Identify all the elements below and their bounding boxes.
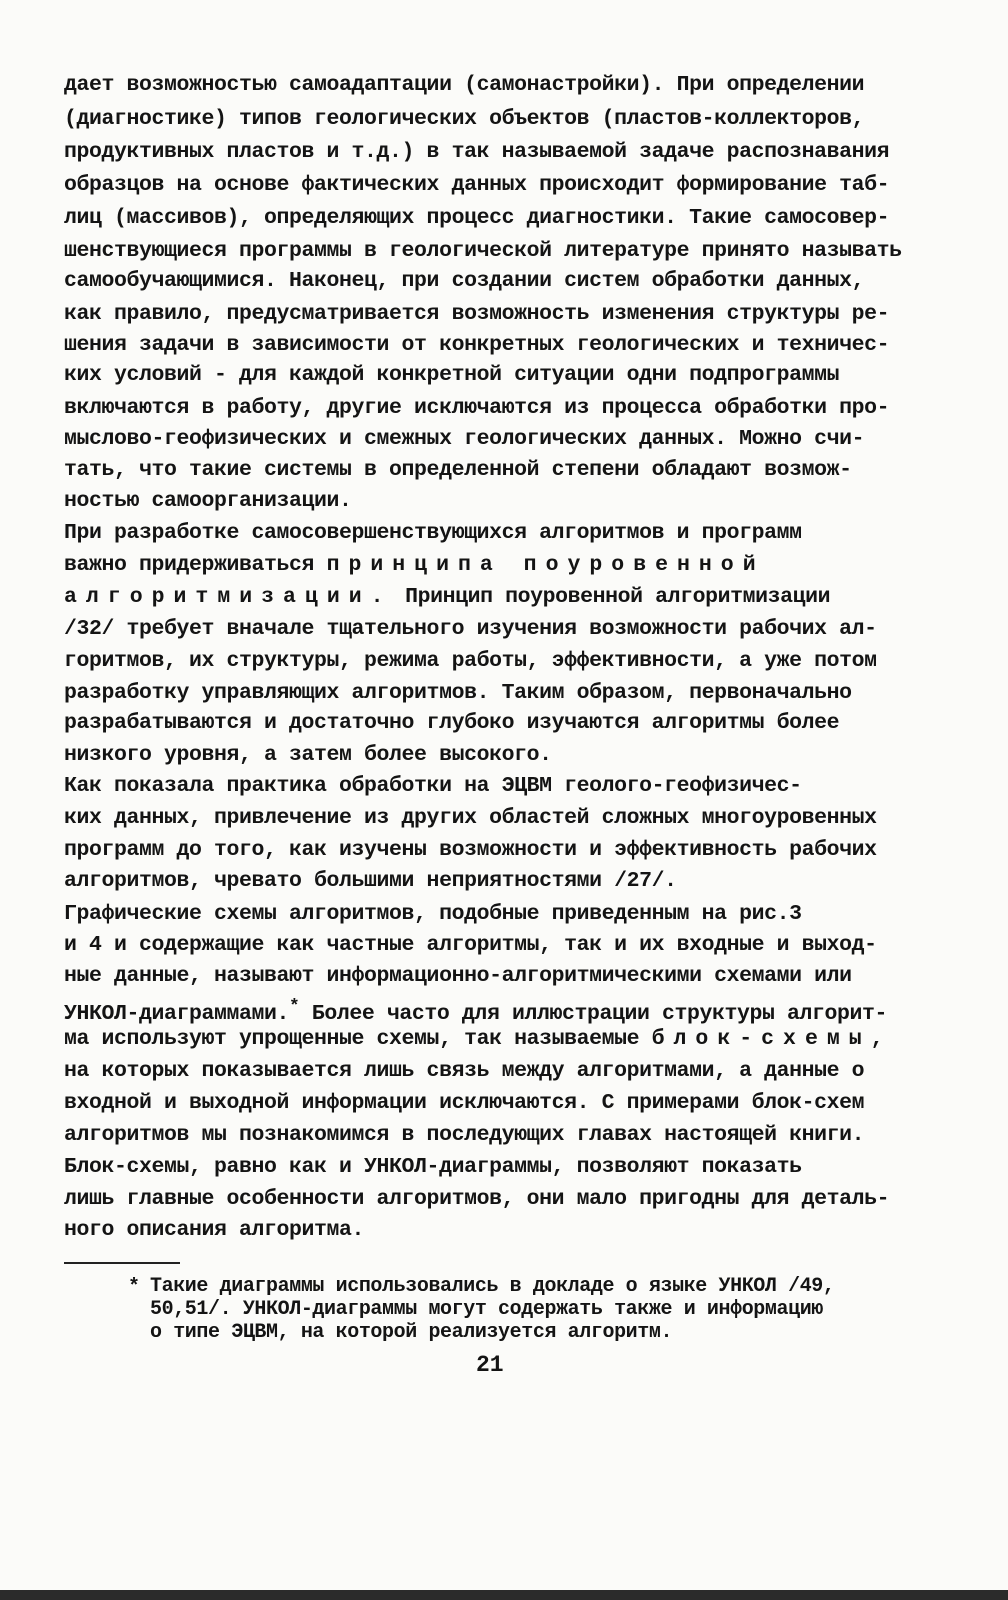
spaced-term: блок-схемы, — [651, 1027, 893, 1051]
text-line: дает возможностью самоадаптации (самонастройки). При определении — [64, 73, 865, 97]
text-line: алгоритмов мы познакомимся в последующих главах настоящей книги. — [64, 1123, 865, 1147]
page-number: 21 — [476, 1352, 504, 1378]
footnote-reference: * — [289, 997, 300, 1017]
text-line: Графические схемы алгоритмов, подобные приведенным на рис.3 — [64, 902, 802, 926]
text-line: алгоритмов, чревато большими неприятностями /27/. — [64, 869, 677, 893]
text-line: лишь главные особенности алгоритмов, они мало пригодны для деталь- — [64, 1187, 890, 1211]
text-line: При разработке самосовершенствующихся алгоритмов и программ — [64, 521, 802, 545]
text-line: ностью самоорганизации. — [64, 489, 352, 513]
text-line: образцов на основе фактических данных происходит формирование таб- — [64, 173, 890, 197]
text-line: низкого уровня, а затем более высокого. — [64, 743, 552, 767]
text-line: программ до того, как изучены возможности и эффективность рабочих — [64, 838, 877, 862]
text-line: продуктивных пластов и т.д.) в так называемой задаче распознавания — [64, 140, 890, 164]
text-line: как правило, предусматривается возможность изменения структуры ре- — [64, 302, 890, 326]
text-fragment: УНКОЛ-диаграммами. — [64, 1002, 290, 1027]
text-line: (диагностике) типов геологических объектов (пластов-коллекторов, — [64, 107, 865, 131]
footnote-line: 50,51/. УНКОЛ-диаграммы могут содержать также и информацию — [150, 1298, 823, 1321]
text-line: лиц (массивов), определяющих процесс диагностики. Такие самосовер- — [64, 206, 890, 230]
text-line: ные данные, называют информационно-алгоритмическими схемами или — [64, 964, 852, 988]
footnote-line: Такие диаграммы использовались в докладе о языке УНКОЛ /49, — [150, 1275, 835, 1298]
text-fragment: Принцип поуровенной алгоритмизации — [405, 585, 831, 609]
text-line: разработку управляющих алгоритмов. Таким образом, первоначально — [64, 681, 852, 705]
text-fragment: Более часто для иллюстрации структуры алгорит- — [299, 1002, 888, 1027]
text-line: мыслово-геофизических и смежных геологических данных. Можно счи- — [64, 427, 865, 451]
text-line: включаются в работу, другие исключаются из процесса обработки про- — [64, 396, 890, 420]
text-line: Как показала практика обработки на ЭЦВМ геолого-геофизичес- — [64, 774, 802, 798]
text-line: входной и выходной информации исключаются. С примерами блок-схем — [64, 1091, 865, 1115]
footnote-mark: * — [128, 1276, 141, 1299]
scan-edge — [0, 1590, 1008, 1600]
text-line: разрабатываются и достаточно глубоко изучаются алгоритмы более — [64, 711, 840, 735]
text-line — [64, 550, 944, 580]
text-fragment: ма используют упрощенные схемы, так называемые — [64, 1027, 640, 1051]
text-line: ного описания алгоритма. — [64, 1218, 365, 1242]
spaced-term: принципа поуровенной — [326, 553, 765, 577]
text-line: шенствующиеся программы в геологической литературе принято называть — [64, 239, 902, 263]
footnote-divider — [64, 1262, 180, 1264]
text-line: ких данных, привлечение из других областей сложных многоуровенных — [64, 806, 877, 830]
text-line — [64, 582, 944, 612]
text-line: самообучающимися. Наконец, при создании систем обработки данных, — [64, 269, 865, 293]
text-line: горитмов, их структуры, режима работы, эффективности, а уже потом — [64, 649, 877, 673]
text-line: на которых показывается лишь связь между алгоритмами, а данные о — [64, 1059, 865, 1083]
text-line — [64, 1024, 944, 1054]
text-line: тать, что такие системы в определенной степени обладают возмож- — [64, 458, 852, 482]
spaced-term: алгоритмизации. — [64, 585, 393, 609]
text-line: и 4 и содержащие как частные алгоритмы, так и их входные и выход- — [64, 933, 877, 957]
text-line: /32/ требует вначале тщательного изучения возможности рабочих ал- — [64, 617, 877, 641]
footnote-line: о типе ЭЦВМ, на которой реализуется алгоритм. — [150, 1321, 673, 1344]
text-line: ких условий - для каждой конкретной ситуации одни подпрограммы — [64, 363, 840, 387]
text-line: шения задачи в зависимости от конкретных геологических и техничес- — [64, 333, 890, 357]
text-fragment: важно придерживаться — [64, 553, 315, 577]
text-line: Блок-схемы, равно как и УНКОЛ-диаграммы, позволяют показать — [64, 1155, 802, 1179]
